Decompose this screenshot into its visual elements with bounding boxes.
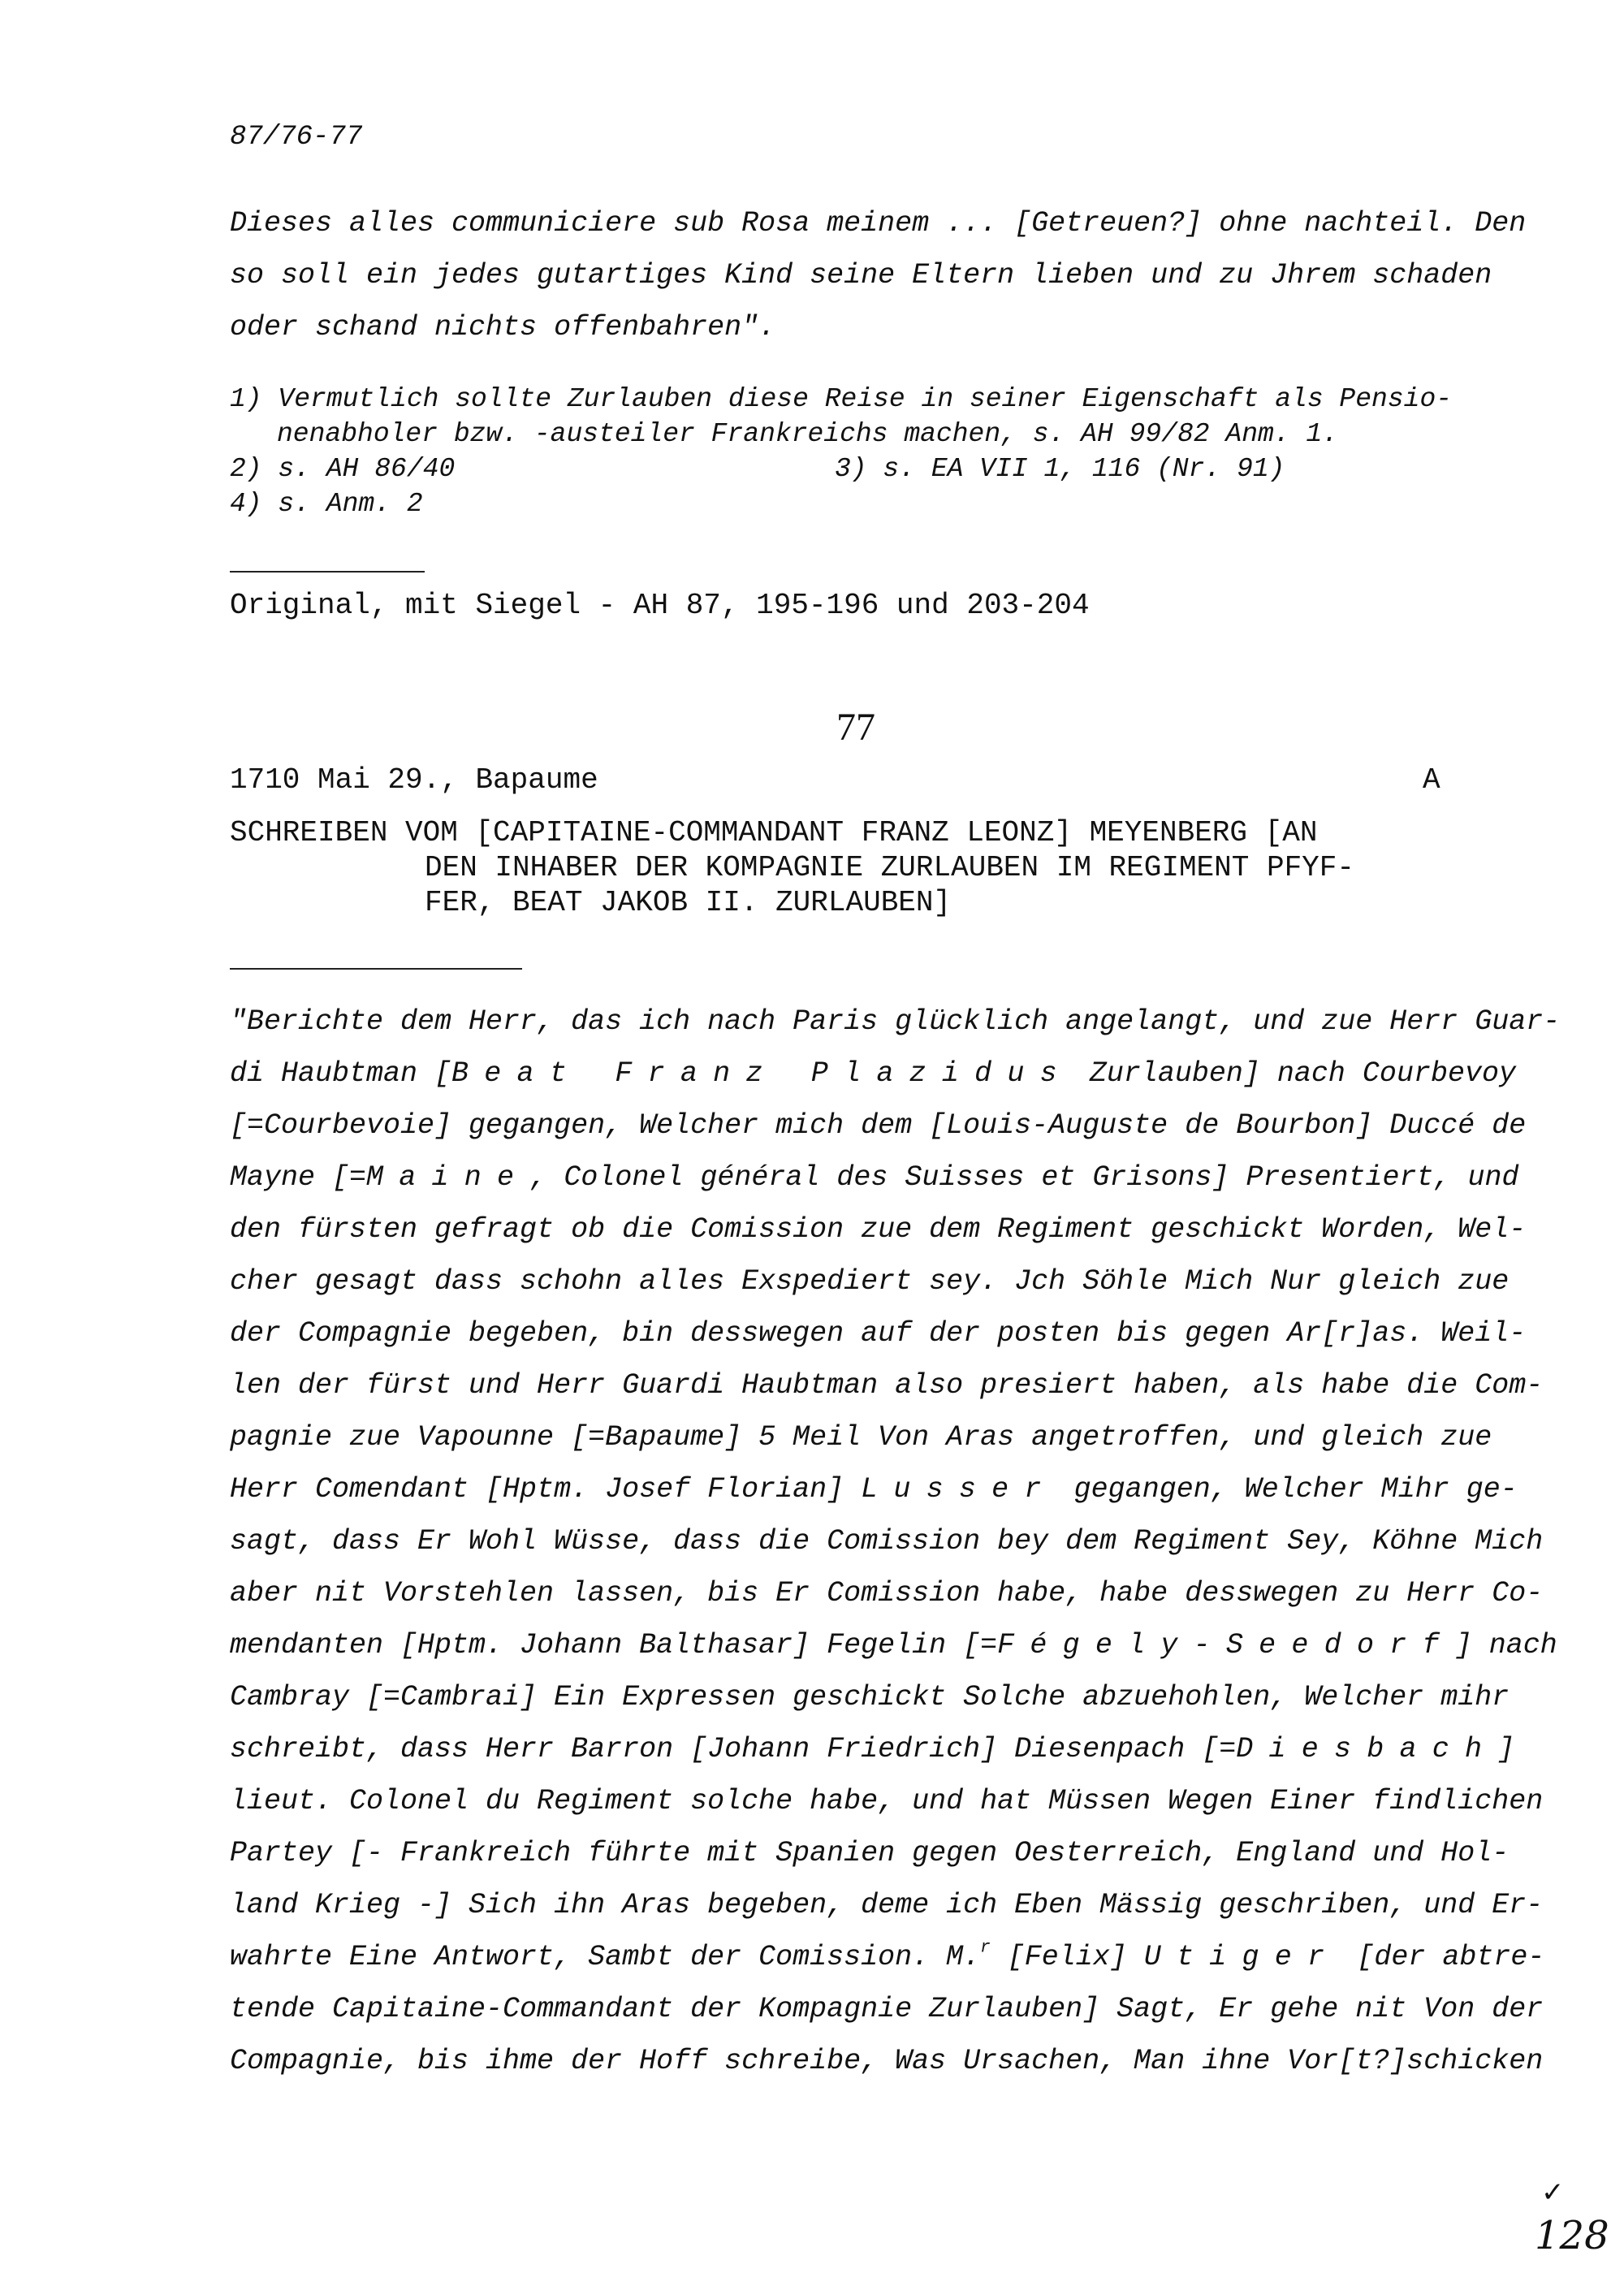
page-number: 128 [1535,2213,1609,2258]
text-span: , Colonel général des Suisses et Grisons] Presentiert, und [529,1161,1519,1194]
spaced-name: Lusser [861,1473,1057,1506]
text-span: Zurlauben] nach Courbevoy [1072,1057,1516,1090]
text-span: ] [1497,1733,1515,1765]
header-reference: 87/76-77 [230,122,363,153]
text-span: Mayne [= [230,1161,367,1194]
text-span: mendanten [Hptm. Johann Balthasar] Fegelin [= [230,1629,998,1662]
text-line: Partey [- Frankreich führte mit Spanien gegen Oesterreich, England und Hol- [230,1837,1510,1869]
spaced-name: Fégely-Seedorf [997,1629,1455,1662]
check-mark-icon: ✓ [1541,2176,1565,2209]
text-line: pagnie zue Vapounne [=Bapaume] 5 Meil Von Aras angetroffen, und gleich zue [230,1421,1492,1454]
spaced-name: Diesbach [1236,1733,1498,1765]
superscript: r [980,1938,991,1958]
text-line: "Berichte dem Herr, das ich nach Paris glücklich angelangt, und zue Herr Guar- [230,1005,1561,1038]
text-line [230,1473,1518,1506]
text-line [230,1733,1514,1765]
text-line [230,1629,1557,1662]
text-line: len der fürst und Herr Guardi Haubtman also presiert haben, als habe die Com- [230,1369,1544,1402]
footnote-1: 1) Vermutlich sollte Zurlauben diese Reise in seiner Eigenschaft als Pensio- [230,384,1453,414]
text-line: der Compagnie begeben, bin desswegen auf der posten bis gegen Ar[r]as. Weil- [230,1317,1527,1350]
text-line: tende Capitaine-Commandant der Kompagnie Zurlauben] Sagt, Er gehe nit Von der [230,1993,1544,2025]
title-line: FER, BEAT JAKOB II. ZURLAUBEN] [425,886,952,919]
footnote-2: 2) s. AH 86/40 [230,454,456,484]
document-type: A [1423,763,1440,797]
text-line: den fürsten gefragt ob die Comission zue dem Regiment geschickt Worden, Wel- [230,1213,1527,1246]
footnote-3: 3) s. EA VII 1, 116 (Nr. 91) [835,454,1285,484]
text-line: cher gesagt dass schohn alles Exspediert sey. Jch Söhle Mich Nur gleich zue [230,1265,1510,1298]
text-line [230,1938,1545,1973]
text-line: oder schand nichts offenbahren". [230,311,776,344]
text-line: sagt, dass Er Wohl Wüsse, dass die Comission bey dem Regiment Sey, Köhne Mich [230,1525,1544,1558]
text-span: ] nach [1454,1629,1557,1662]
title-line: DEN INHABER DER KOMPAGNIE ZURLAUBEN IM REGIMENT PFYF- [425,851,1354,884]
text-span: gegangen, Welcher Mihr ge- [1056,1473,1518,1506]
spaced-name: Utiger [1143,1941,1341,1973]
text-span: Herr Comendant [Hptm. Josef Florian] [230,1473,862,1506]
text-line: Dieses alles communiciere sub Rosa meinem ... [Getreuen?] ohne nachteil. Den [230,207,1527,240]
date-place: 1710 Mai 29., Bapaume [230,763,598,797]
text-line [230,1057,1516,1090]
text-line: so soll ein jedes gutartiges Kind seine Eltern lieben und zu Jhrem schaden [230,259,1492,292]
source-line: Original, mit Siegel - AH 87, 195-196 und 203-204 [230,589,1090,622]
text-line: land Krieg -] Sich ihn Aras begeben, deme ich Eben Mässig geschriben, und Er- [230,1889,1544,1921]
title-line: SCHREIBEN VOM [CAPITAINE-COMMANDANT FRANZ LEONZ] MEYENBERG [AN [230,816,1318,849]
text-line [230,1161,1519,1194]
text-span: wahrte Eine Antwort, Sambt der Comission. M. [230,1941,981,1973]
footnote-4: 4) s. Anm. 2 [230,489,423,519]
document-number: 77 [836,706,875,749]
text-span: [der abtre- [1340,1941,1545,1973]
text-span: schreibt, dass Herr Barron [Johann Friedrich] Diesenpach [= [230,1733,1237,1765]
separator-rule [230,571,425,573]
text-span: di Haubtman [ [230,1057,452,1090]
spaced-name: Maine [366,1161,530,1194]
separator-rule [230,968,522,970]
spaced-name: Beat Franz Plazidus [451,1057,1073,1090]
text-line: lieut. Colonel du Regiment solche habe, und hat Müssen Wegen Einer findlichen [230,1785,1544,1817]
text-line: aber nit Vorstehlen lassen, bis Er Comission habe, habe desswegen zu Herr Co- [230,1577,1544,1610]
text-line: Cambray [=Cambrai] Ein Expressen geschickt Solche abzuehohlen, Welcher mihr [230,1681,1510,1713]
text-span: [Felix] [990,1941,1144,1973]
footnote-1-continued: nenabholer bzw. -austeiler Frankreichs machen, s. AH 99/82 Anm. 1. [277,419,1339,449]
text-line: [=Courbevoie] gegangen, Welcher mich dem [Louis-Auguste de Bourbon] Duccé de [230,1109,1527,1142]
text-line: Compagnie, bis ihme der Hoff schreibe, Was Ursachen, Man ihne Vor[t?]schicken [230,2045,1544,2077]
